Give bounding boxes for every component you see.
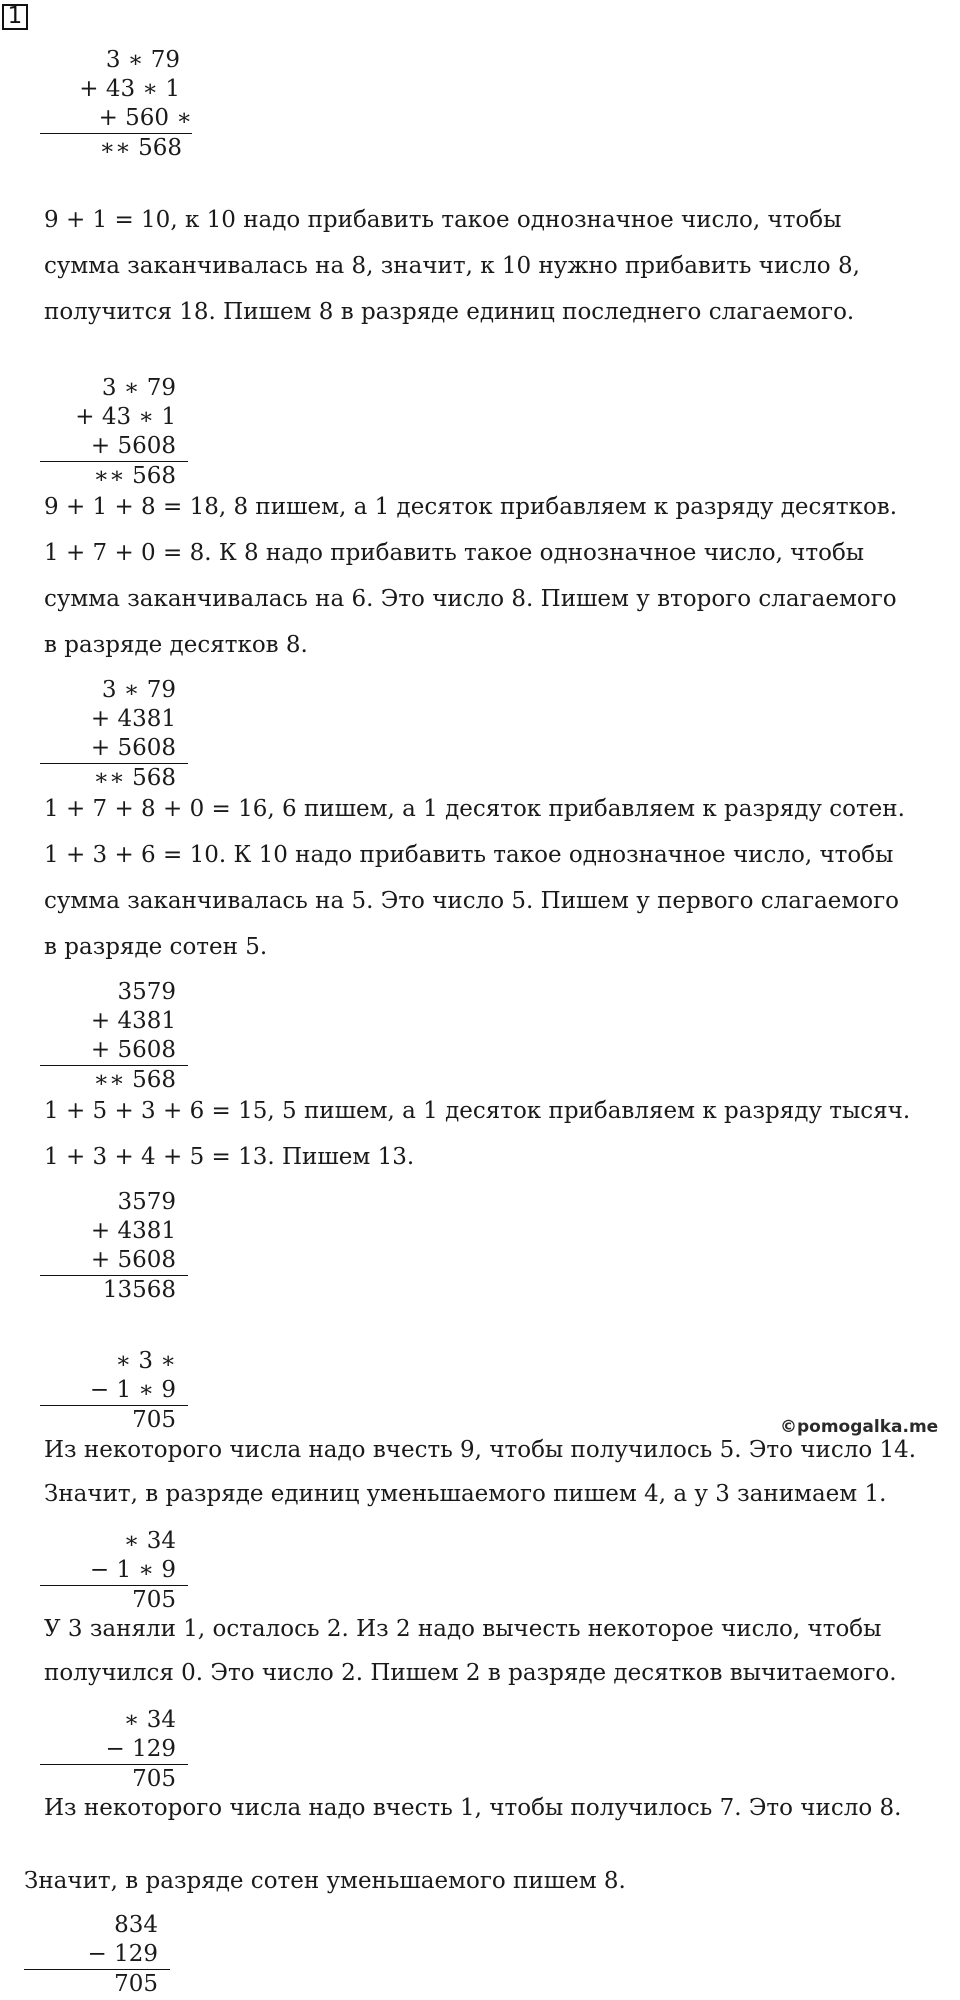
term-1: 3 ∗ 79 — [101, 677, 176, 703]
text-line: У 3 заняли 1, осталось 2. Из 2 надо вычесть некоторое число, чтобы — [44, 1616, 882, 1642]
text-line: 9 + 1 = 10, к 10 надо прибавить такое однозначное число, чтобы — [44, 207, 842, 233]
minuend: ∗ 34 — [123, 1528, 176, 1554]
sum: ∗∗ 568 — [93, 1067, 176, 1093]
minuend: ∗ 3 ∗ — [115, 1348, 176, 1374]
text-line: 1 + 7 + 8 + 0 = 16, 6 пишем, а 1 десяток прибавляем к разряду сотен. — [44, 796, 905, 822]
difference: 705 — [114, 1971, 158, 1997]
text-line: в разряде десятков 8. — [44, 632, 308, 658]
term-1: 3 ∗ 79 — [105, 47, 180, 73]
difference: 705 — [132, 1766, 176, 1792]
sum: ∗∗ 568 — [93, 463, 176, 489]
text-line: 1 + 3 + 6 = 10. К 10 надо прибавить такое однозначное число, чтобы — [44, 842, 894, 868]
text-line: 9 + 1 + 8 = 18, 8 пишем, а 1 десяток прибавляем к разряду десятков. — [44, 494, 898, 520]
text-line: Значит, в разряде единиц уменьшаемого пишем 4, а у 3 занимаем 1. — [44, 1481, 887, 1507]
term-1: 3 ∗ 79 — [101, 375, 176, 401]
text-line: сумма заканчивалась на 5. Это число 5. Пишем у первого слагаемого — [44, 888, 899, 914]
sum: ∗∗ 568 — [99, 135, 182, 161]
explanation-7: Из некоторого числа надо вчесть 1, чтобы получилось 7. Это число 8. — [44, 1795, 902, 1821]
text-line: получился 0. Это число 2. Пишем 2 в разряде десятков вычитаемого. — [44, 1660, 897, 1686]
term-3: + 5608 — [40, 1246, 188, 1276]
subtraction-column — [40, 1347, 188, 1435]
term-2: + 4381 — [90, 1218, 176, 1244]
addition-column — [40, 46, 192, 163]
subtrahend: − 129 — [40, 1735, 188, 1765]
subtraction-column-result — [24, 1911, 170, 1999]
watermark: ©pomogalka.me — [780, 1417, 939, 1437]
subtrahend: − 129 — [24, 1940, 170, 1970]
text-line: 1 + 5 + 3 + 6 = 15, 5 пишем, а 1 десяток прибавляем к разряду тысяч. — [44, 1098, 911, 1124]
text-line: 1 + 3 + 4 + 5 = 13. Пишем 13. — [44, 1144, 415, 1170]
term-2: + 4381 — [90, 1008, 176, 1034]
term-2: + 43 ∗ 1 — [75, 404, 176, 430]
text-line: сумма заканчивалась на 8, значит, к 10 нужно прибавить число 8, — [44, 253, 860, 279]
term-3: + 5608 — [40, 734, 188, 764]
task-number-badge: 1 — [2, 4, 28, 30]
text-line: сумма заканчивалась на 6. Это число 8. Пишем у второго слагаемого — [44, 586, 897, 612]
text-line: 1 + 7 + 0 = 8. К 8 надо прибавить такое однозначное число, чтобы — [44, 540, 865, 566]
difference: 705 — [132, 1407, 176, 1433]
term-1: 3579 — [117, 1189, 176, 1215]
subtraction-column — [40, 1706, 188, 1794]
subtraction-column — [40, 1527, 188, 1615]
addition-column — [40, 676, 188, 793]
sum: 13568 — [102, 1277, 176, 1303]
explanation-8: Значит, в разряде сотен уменьшаемого пишем 8. — [24, 1868, 626, 1894]
addition-column — [40, 374, 188, 491]
term-3: + 5608 — [40, 432, 188, 462]
addition-column-result — [40, 1188, 188, 1305]
text-line: Из некоторого числа надо вчесть 9, чтобы получилось 5. Это число 14. — [44, 1437, 917, 1463]
subtrahend: − 1 ∗ 9 — [40, 1556, 188, 1586]
term-1: 3579 — [117, 979, 176, 1005]
minuend: 834 — [114, 1912, 158, 1938]
addition-column — [40, 978, 188, 1095]
subtrahend: − 1 ∗ 9 — [40, 1376, 188, 1406]
sum: ∗∗ 568 — [93, 765, 176, 791]
text-line: в разряде сотен 5. — [44, 934, 268, 960]
text-line: получится 18. Пишем 8 в разряде единиц последнего слагаемого. — [44, 299, 855, 325]
term-3: + 560 ∗ — [40, 104, 192, 134]
difference: 705 — [132, 1587, 176, 1613]
term-2: + 43 ∗ 1 — [79, 76, 180, 102]
minuend: ∗ 34 — [123, 1707, 176, 1733]
term-2: + 4381 — [90, 706, 176, 732]
term-3: + 5608 — [40, 1036, 188, 1066]
